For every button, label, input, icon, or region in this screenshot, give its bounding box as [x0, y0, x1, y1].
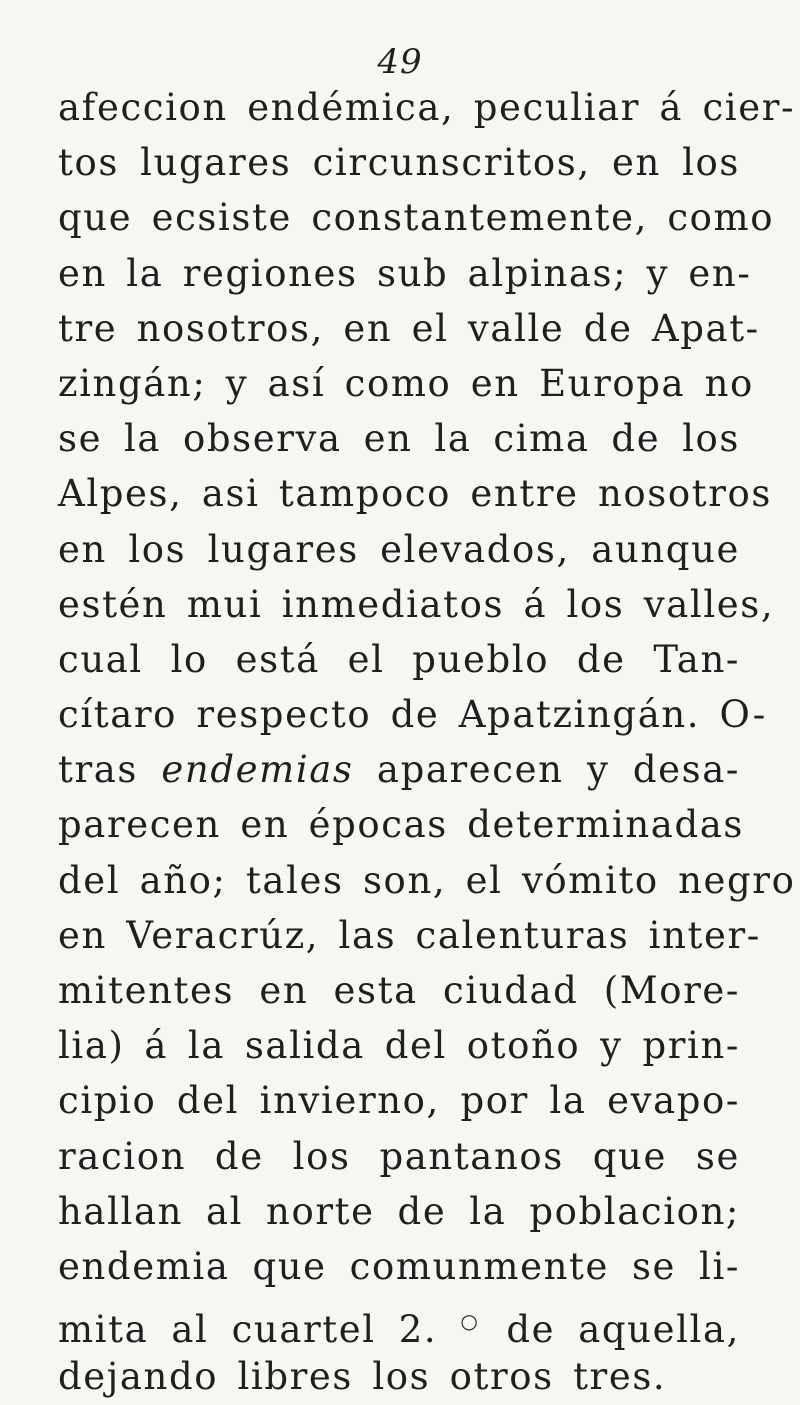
text-line: se la observa en la cima de los	[58, 417, 740, 461]
text-line: del año; tales son, el vómito negro	[58, 858, 796, 902]
text-segment: mita al cuartel 2.	[58, 1308, 461, 1352]
text-line: racion de los pantanos que se	[58, 1134, 740, 1178]
text-line: zingán; y así como en Europa no	[58, 361, 754, 405]
text-line: que ecsiste constantemente, como	[58, 196, 775, 240]
text-line: lia) á la salida del otoño y prin-	[58, 1024, 740, 1068]
text-line: estén mui inmediatos á los valles,	[58, 582, 775, 626]
text-line: parecen en épocas determinadas	[58, 803, 744, 847]
text-line: endemia que comunmente se li-	[58, 1244, 740, 1288]
text-line: en los lugares elevados, aunque	[58, 527, 740, 571]
text-segment: de aquella,	[483, 1308, 740, 1352]
text-line-with-ordinal	[58, 1294, 740, 1352]
text-line: dejando libres los otros tres.	[58, 1355, 667, 1399]
text-line: cual lo está el pueblo de Tan-	[58, 637, 740, 681]
text-line: Alpes, asi tampoco entre nosotros	[58, 472, 772, 516]
text-line: hallan al norte de la poblacion;	[58, 1189, 740, 1233]
text-line: tos lugares circunscritos, en los	[58, 141, 740, 185]
italic-term: endemias	[161, 748, 354, 792]
text-segment: aparecen y desa-	[353, 748, 740, 792]
text-line: mitentes en esta ciudad (More-	[58, 969, 740, 1012]
text-line: en la regiones sub alpinas; y en-	[58, 251, 752, 295]
text-line: cipio del invierno, por la evapo-	[58, 1079, 740, 1123]
text-line: tre nosotros, en el valle de Apat-	[58, 306, 760, 350]
text-line: cítaro respecto de Apatzingán. O-	[58, 693, 767, 737]
ordinal-mark: ○	[460, 1309, 484, 1334]
text-line: afeccion endémica, peculiar á cier-	[58, 86, 796, 129]
text-line-with-italic	[58, 742, 740, 797]
body-text	[58, 80, 796, 1405]
page-number: 49	[377, 42, 423, 82]
text-segment: tras	[58, 748, 162, 792]
text-line: en Veracrúz, las calenturas inter-	[58, 913, 761, 957]
